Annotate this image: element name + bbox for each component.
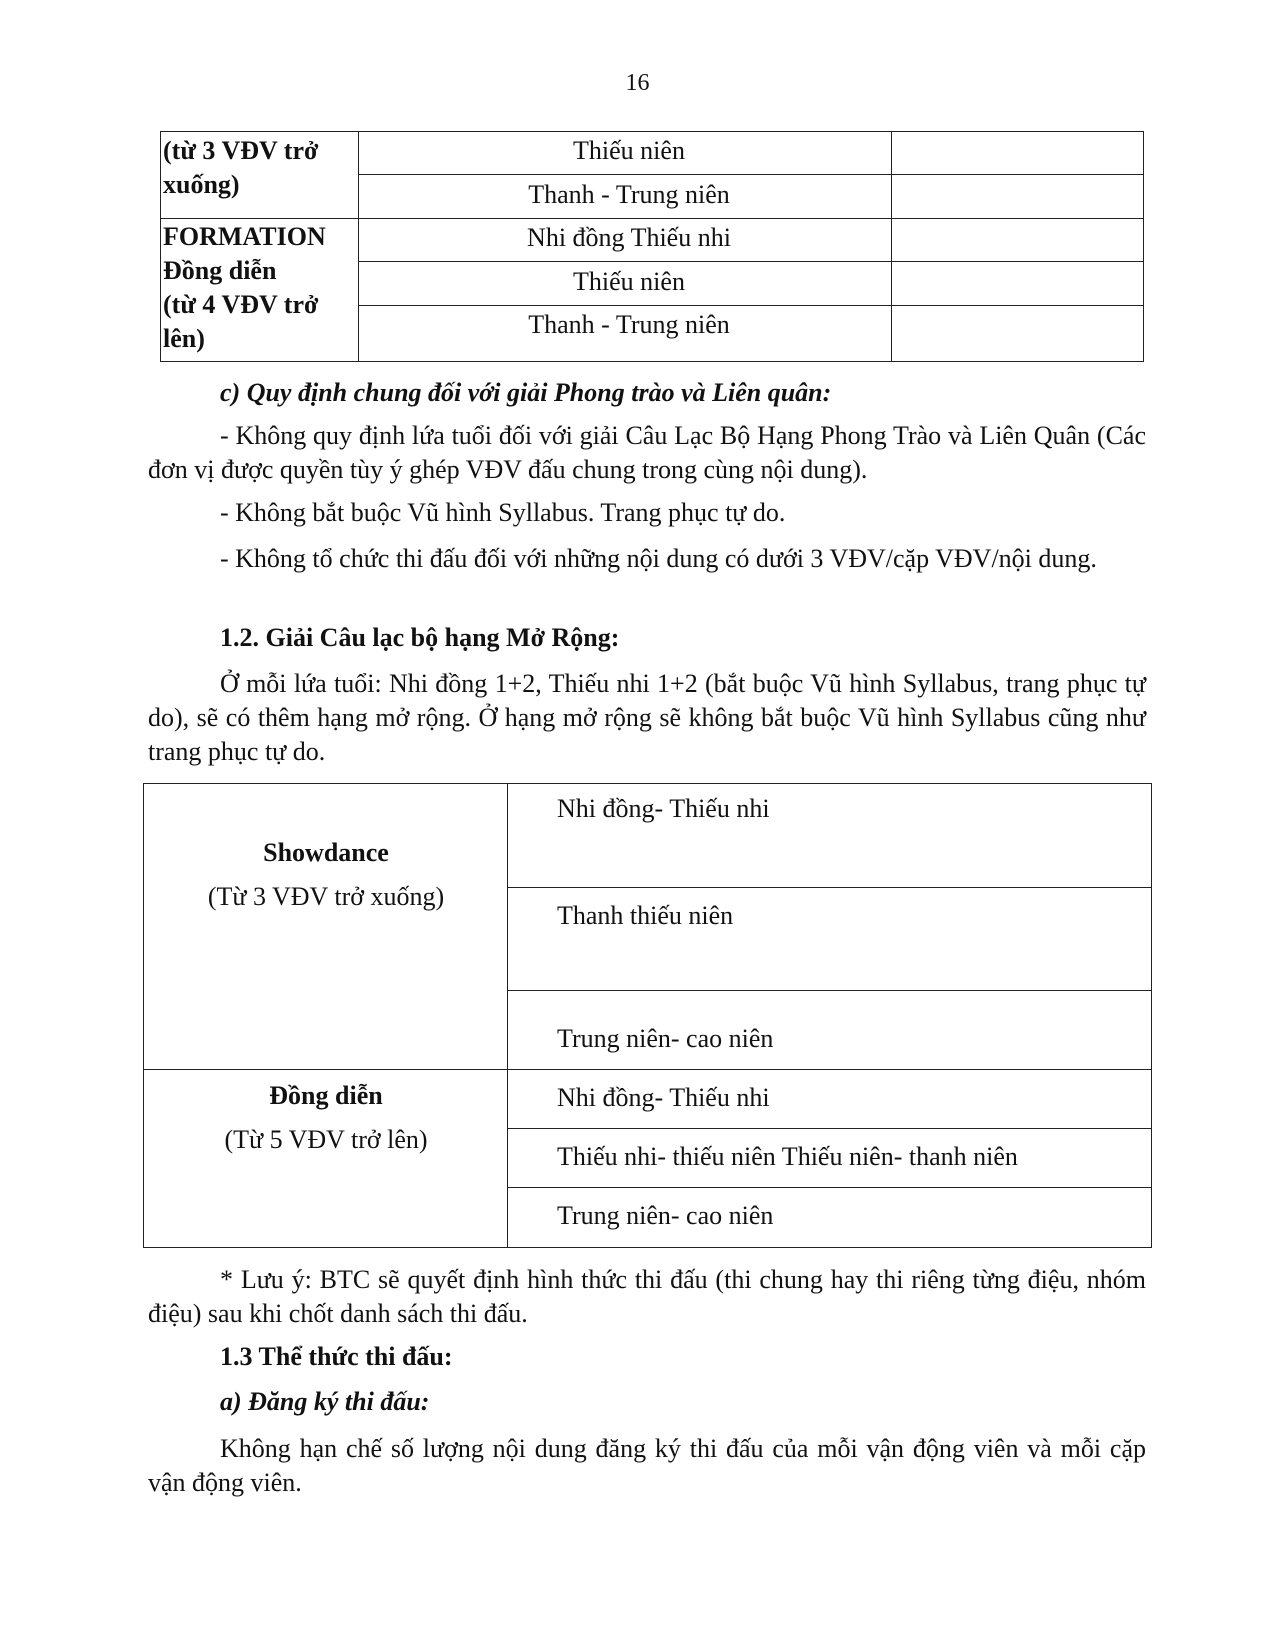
age-group-cell: Nhi đồng- Thiếu nhi xyxy=(557,794,770,823)
category-table-continued xyxy=(160,131,1144,362)
table-cell: Thanh - Trung niên xyxy=(528,180,730,209)
paragraph: - Không bắt buộc Vũ hình Syllabus. Trang phục tự do. xyxy=(220,498,786,527)
showdance-group-label: (từ 3 VĐV trở xuống) xyxy=(163,136,319,199)
age-group-cell: Thiếu nhi- thiếu niên Thiếu niên- thanh niên xyxy=(557,1142,1018,1171)
age-group-cell: Thanh thiếu niên xyxy=(557,901,734,930)
table-cell: Nhi đồng Thiếu nhi xyxy=(527,223,731,252)
section-c-heading: c) Quy định chung đối với giải Phong trào và Liên quân: xyxy=(220,378,832,407)
paragraph: - Không tổ chức thi đấu đối với những nội dung có dưới 3 VĐV/cặp VĐV/nội dung. xyxy=(220,544,1097,573)
table-cell: Thiếu niên xyxy=(573,136,685,165)
paragraph: Không hạn chế số lượng nội dung đăng ký thi đấu của mỗi vận động viên và mỗi cặp vận động viên. xyxy=(148,1434,1146,1497)
showdance-cell: Showdance (Từ 3 VĐV trở xuống) xyxy=(207,838,445,911)
formation-group-label: FORMATION Đồng diễn (từ 4 VĐV trở lên) xyxy=(163,222,326,353)
table-cell: Thiếu niên xyxy=(573,267,685,296)
open-class-table xyxy=(143,783,1152,1248)
age-group-cell: Trung niên- cao niên xyxy=(557,1201,774,1230)
age-group-cell: Trung niên- cao niên xyxy=(557,1024,774,1053)
page-number: 16 xyxy=(625,70,650,96)
dong-dien-cell: Đồng diễn (Từ 5 VĐV trở lên) xyxy=(224,1081,428,1154)
section-1-3-a-heading: a) Đăng ký thi đấu: xyxy=(220,1387,430,1416)
paragraph: Ở mỗi lứa tuổi: Nhi đồng 1+2, Thiếu nhi 1+2 (bắt buộc Vũ hình Syllabus, trang phục tự do), sẽ có thêm hạng mở rộng. Ở hạng mở rộng sẽ không bắt buộc Vũ hình Syllabus cũng như trang phục tự do. xyxy=(148,669,1146,766)
section-1-3-heading: 1.3 Thể thức thi đấu: xyxy=(220,1342,453,1371)
section-1-2-heading: 1.2. Giải Câu lạc bộ hạng Mở Rộng: xyxy=(220,623,620,652)
table-cell: Thanh - Trung niên xyxy=(528,310,730,339)
age-group-cell: Nhi đồng- Thiếu nhi xyxy=(557,1083,770,1112)
paragraph: - Không quy định lứa tuổi đối với giải Câu Lạc Bộ Hạng Phong Trào và Liên Quân (Các đơn vị được quyền tùy ý ghép VĐV đấu chung trong cùng nội dung). xyxy=(148,421,1146,484)
note-paragraph: * Lưu ý: BTC sẽ quyết định hình thức thi đấu (thi chung hay thi riêng từng điệu, nhóm điệu) sau khi chốt danh sách thi đấu. xyxy=(148,1265,1146,1328)
